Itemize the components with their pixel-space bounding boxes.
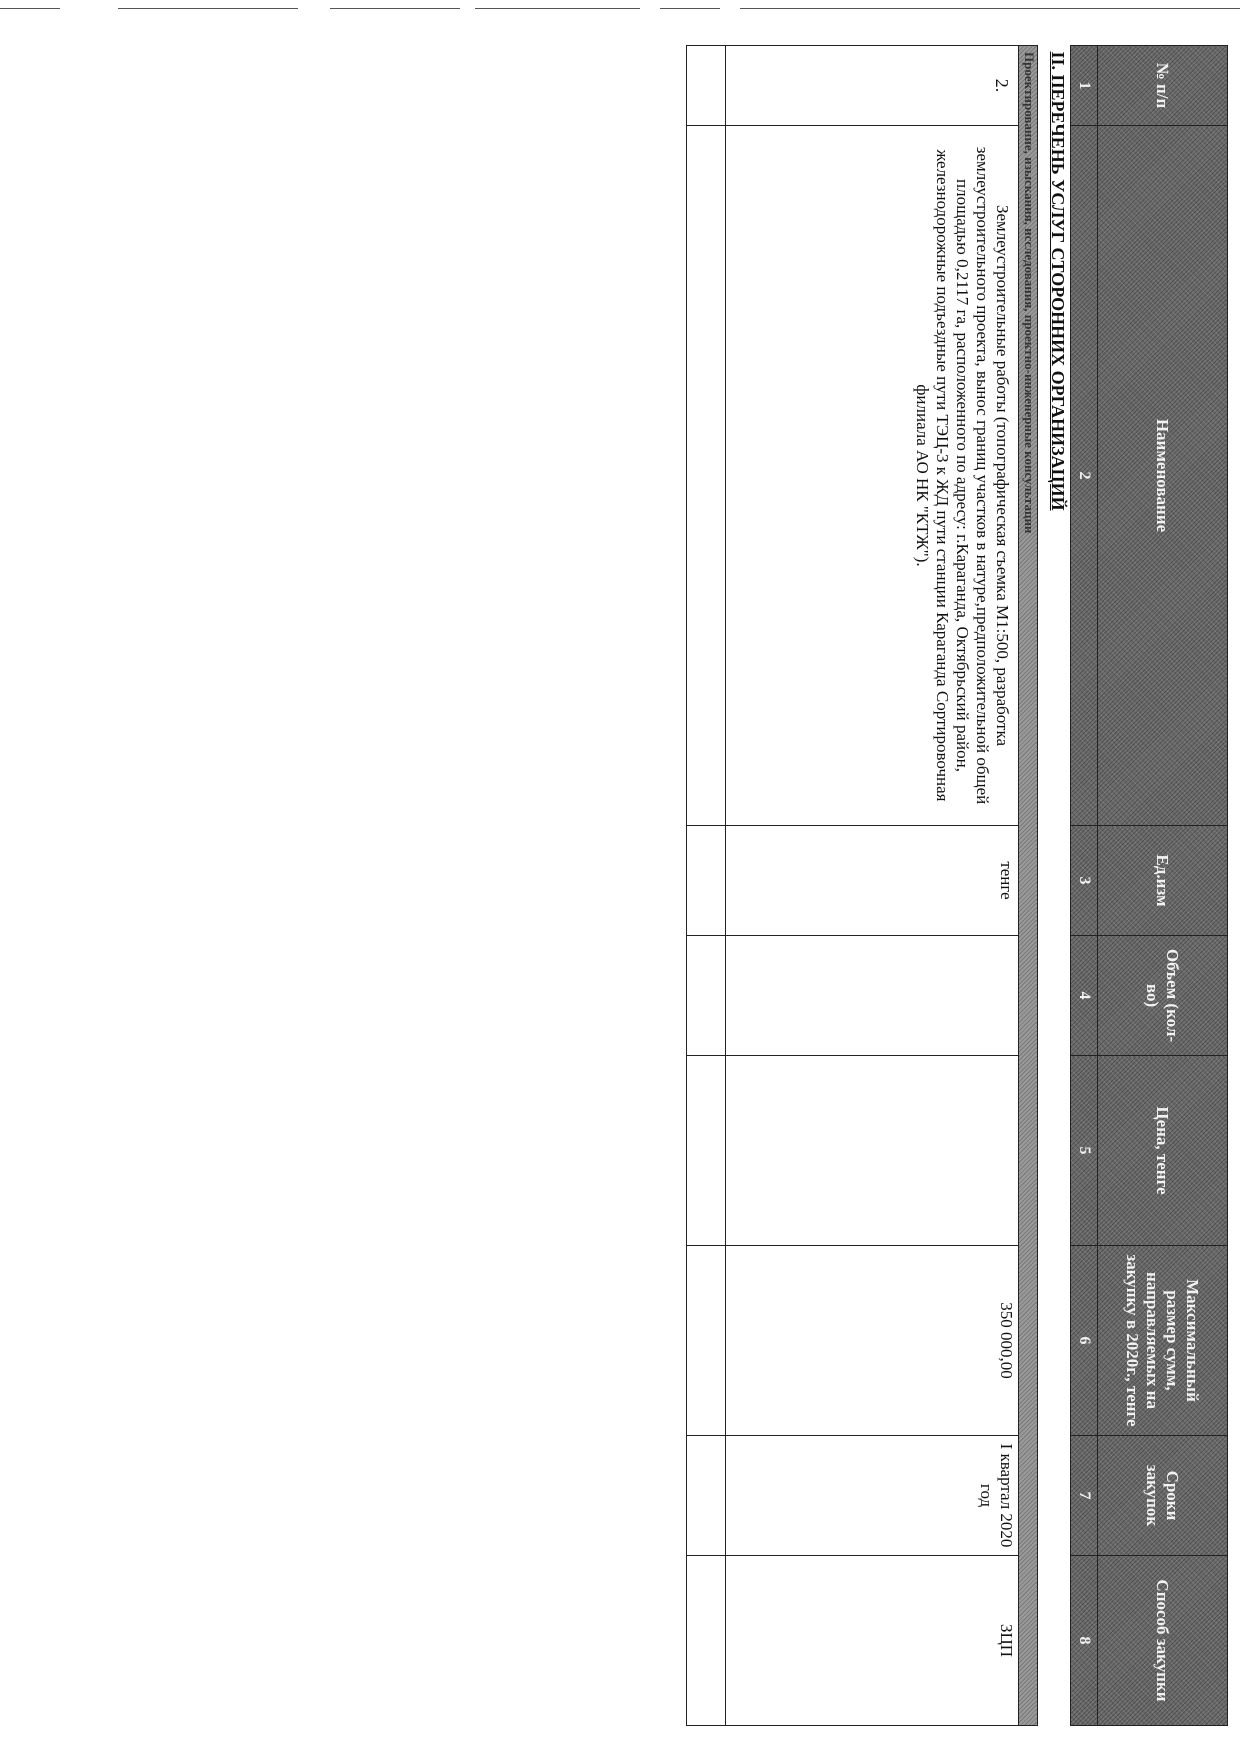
row-unit: тенге: [726, 826, 1019, 936]
column-number: 5: [1071, 1056, 1098, 1246]
row-index: 2.: [726, 46, 1019, 126]
column-number: 6: [1071, 1246, 1098, 1436]
row-name: Землеустроительные работы (топографическая съемка М1:500, разработка землеустроительного проекта, вынос границ участков в натуре,предположительной общей площадью 0,2117 га, расположенного по адресу: г.Караганда, Октябрьский район, железнодорожные подъездные пути ТЭЦ-3 к ЖД пути станции Караганда Сортировочная филиала АО НК "КТЖ").: [726, 126, 1019, 826]
row-quantity: [726, 936, 1019, 1056]
header-quantity: Объем (кол-во): [1098, 936, 1228, 1056]
empty-cell: [687, 1246, 726, 1436]
row-period: I квартал 2020 год: [726, 1436, 1019, 1556]
column-number: 1: [1071, 46, 1098, 126]
empty-cell: [687, 826, 726, 936]
empty-cell: [687, 1556, 726, 1726]
column-number: 7: [1071, 1436, 1098, 1556]
empty-cell: [687, 1056, 726, 1246]
empty-cell: [687, 46, 726, 126]
rotated-document: [278, 45, 1228, 1725]
column-number: 2: [1071, 126, 1098, 826]
header-row: [1098, 46, 1228, 1726]
column-number: 3: [1071, 826, 1098, 936]
column-number: 4: [1071, 936, 1098, 1056]
section-row: [1038, 46, 1071, 1726]
procurement-table: [686, 45, 1228, 1726]
header-method: Способ закупки: [1098, 1556, 1228, 1726]
header-name: Наименование: [1098, 126, 1228, 826]
empty-row: [687, 46, 726, 1726]
column-number-row: [1071, 46, 1098, 1726]
row-max-sum: 350 000,00: [726, 1246, 1019, 1436]
header-period: Сроки закупок: [1098, 1436, 1228, 1556]
header-unit: Ед.изм: [1098, 826, 1228, 936]
header-index: № п/п: [1098, 46, 1228, 126]
subsection-row: [1019, 46, 1038, 1726]
top-scan-rule: [0, 8, 1240, 10]
column-number: 8: [1071, 1556, 1098, 1726]
header-max-sum: Максимальный размер сумм, направляемых на закупку в 2020г., тенге: [1098, 1246, 1228, 1436]
row-method: ЗЦП: [726, 1556, 1019, 1726]
header-price: Цена, тенге: [1098, 1056, 1228, 1246]
table-row: [726, 46, 1019, 1726]
empty-cell: [687, 936, 726, 1056]
section-title: II. ПЕРЕЧЕНЬ УСЛУГ СТОРОННИХ ОРГАНИЗАЦИЙ: [1038, 46, 1071, 1726]
row-price: [726, 1056, 1019, 1246]
empty-cell: [687, 1436, 726, 1556]
empty-cell: [687, 126, 726, 826]
subsection-title: Проектирование, изыскания, исследования, проектно-инженерные консультации: [1019, 46, 1038, 1726]
